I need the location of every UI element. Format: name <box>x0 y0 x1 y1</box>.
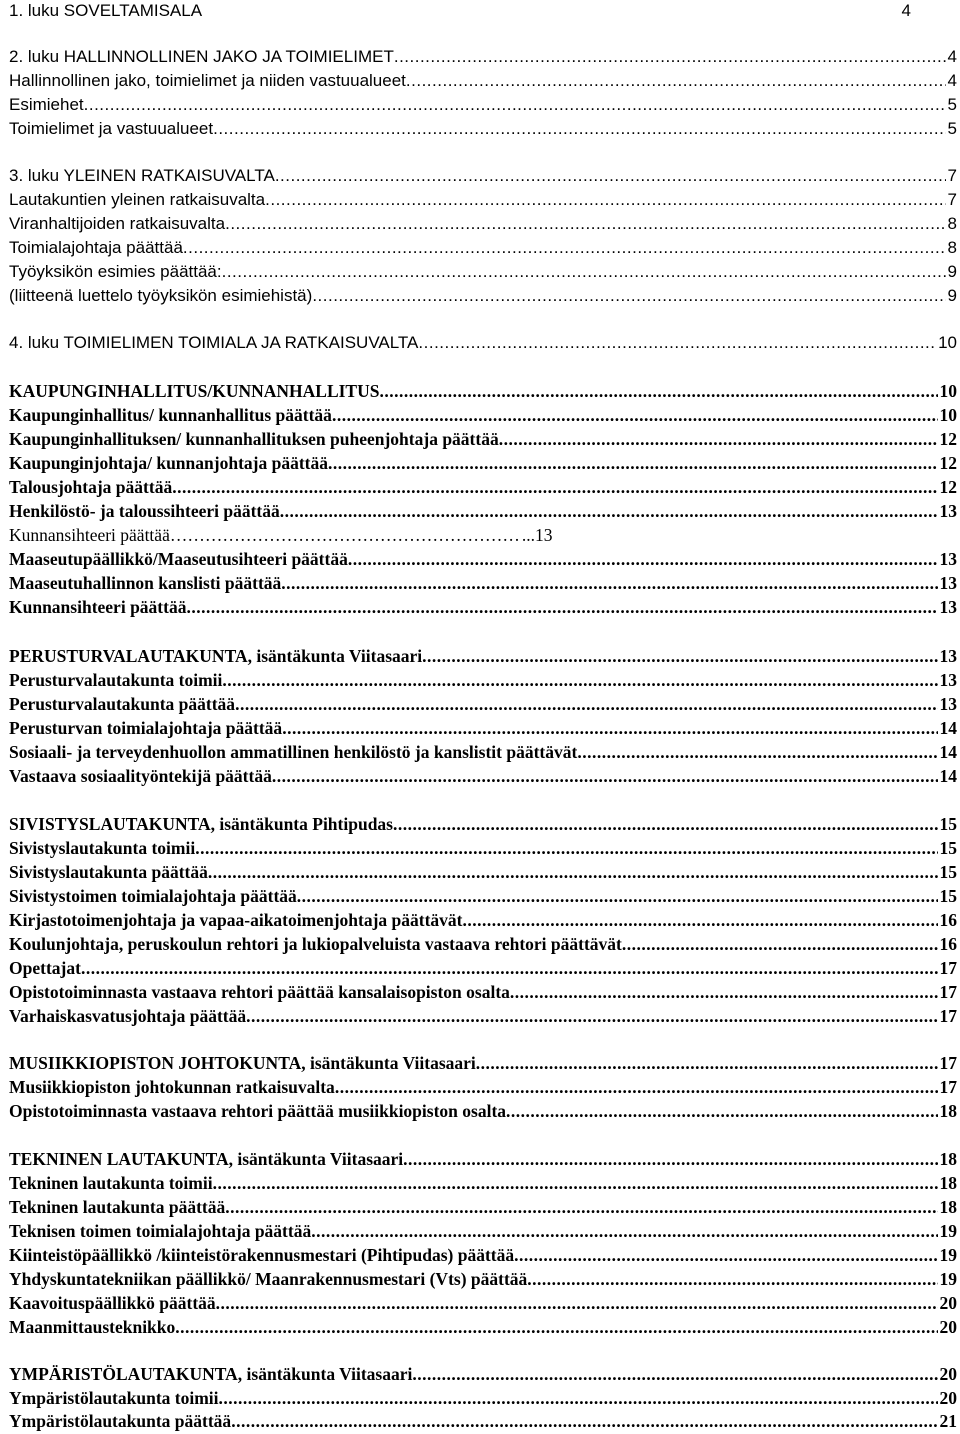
toc-entry[interactable] <box>9 1100 957 1122</box>
toc-entry-page-number: 12 <box>939 453 957 473</box>
toc-entry-title: Opistotoiminnasta vastaava rehtori päättää kansalaisopiston osalta <box>9 982 510 1002</box>
toc-entry-title: Vastaava sosiaalityöntekijä päättää <box>9 766 272 786</box>
toc-entry[interactable] <box>9 981 957 1003</box>
toc-entry[interactable] <box>9 0 957 22</box>
toc-entry[interactable] <box>9 285 957 307</box>
toc-entry-page-number: 8 <box>947 238 957 257</box>
toc-entry-title: Kaupunginjohtaja/ kunnanjohtaja päättää <box>9 453 328 473</box>
toc-entry-page-number: 13 <box>939 646 957 666</box>
toc-dot-leader <box>510 981 938 1003</box>
toc-entry[interactable] <box>9 332 957 354</box>
toc-dot-leader <box>222 669 937 691</box>
toc-entry-title: Yhdyskuntatekniikan päällikkö/ Maanrakennusmestari (Vts) päättää <box>9 1269 528 1289</box>
toc-dot-leader <box>175 1316 937 1338</box>
toc-entry-page-number: 13 <box>939 670 957 690</box>
toc-entry[interactable] <box>9 524 957 546</box>
toc-entry[interactable] <box>9 1316 957 1338</box>
toc-entry-title: Musiikkiopiston johtokunnan ratkaisuvalta <box>9 1077 335 1097</box>
toc-entry-title: Teknisen toimen toimialajohtaja päättää <box>9 1221 312 1241</box>
toc-entry-title: Sosiaali- ja terveydenhuollon ammatillinen henkilöstö ja kanslistit päättävät <box>9 742 578 762</box>
toc-entry-title: Viranhaltijoiden ratkaisuvalta <box>9 214 226 233</box>
toc-entry[interactable] <box>9 1292 957 1314</box>
toc-dot-leader <box>282 717 937 739</box>
toc-entry-page-number: 5 <box>947 119 957 138</box>
toc-dot-leader <box>213 1172 938 1194</box>
toc-entry-page-number: 17 <box>939 982 957 1002</box>
toc-entry-page-number: 5 <box>947 95 957 114</box>
toc-entry[interactable] <box>9 1410 957 1432</box>
toc-entry-title: Henkilöstö- ja taloussihteeri päättää <box>9 501 280 521</box>
toc-entry[interactable] <box>9 1363 957 1385</box>
toc-entry-page-number: 15 <box>939 862 957 882</box>
toc-entry[interactable] <box>9 837 957 859</box>
toc-entry-title: MUSIIKKIOPISTON JOHTOKUNTA, isäntäkunta Viitasaari <box>9 1053 476 1073</box>
toc-entry-page-number: 16 <box>939 934 957 954</box>
toc-entry-page-number: 17 <box>939 958 957 978</box>
toc-entry-title: Koulunjohtaja, peruskoulun rehtori ja lukiopalveluista vastaava rehtori päättävät <box>9 934 622 954</box>
toc-dot-leader <box>348 548 938 570</box>
toc-entry-title: Kaupunginhallituksen/ kunnanhallituksen puheenjohtaja päättää <box>9 429 499 449</box>
toc-entry[interactable] <box>9 1268 957 1290</box>
toc-entry[interactable] <box>9 1220 957 1242</box>
toc-entry-page-number: 10 <box>939 381 957 401</box>
toc-entry[interactable] <box>9 70 957 92</box>
toc-entry-page-number: 16 <box>939 910 957 930</box>
toc-entry-page-number: 20 <box>939 1364 957 1384</box>
toc-entry[interactable] <box>9 1172 957 1194</box>
toc-entry[interactable] <box>9 596 957 618</box>
toc-dot-leader <box>195 837 937 859</box>
toc-entry[interactable] <box>9 813 957 835</box>
toc-entry-title: Kaupunginhallitus/ kunnanhallitus päättää <box>9 405 332 425</box>
toc-dot-leader <box>272 765 938 787</box>
toc-dot-leader <box>476 1052 938 1074</box>
toc-entry-page-number: 18 <box>939 1173 957 1193</box>
toc-entry-page-number: 12 <box>939 477 957 497</box>
toc-dot-leader <box>208 861 938 883</box>
toc-entry[interactable] <box>9 1244 957 1266</box>
toc-entry-title: Opettajat <box>9 958 81 978</box>
toc-entry[interactable] <box>9 428 957 450</box>
toc-entry-title: Talousjohtaja päättää <box>9 477 173 497</box>
toc-dot-leader <box>297 885 938 907</box>
toc-entry-title: Opistotoiminnasta vastaava rehtori päättää musiikkiopiston osalta <box>9 1101 507 1121</box>
toc-entry[interactable] <box>9 213 957 235</box>
toc-dot-leader <box>231 1410 937 1432</box>
toc-dot-leader <box>514 1244 937 1266</box>
toc-dot-leader <box>265 189 945 211</box>
toc-entry[interactable] <box>9 404 957 426</box>
toc-dot-leader <box>216 1292 938 1314</box>
toc-entry[interactable] <box>9 380 957 402</box>
toc-entry-page-number: 17 <box>939 1006 957 1026</box>
toc-entry-page-number: 12 <box>939 429 957 449</box>
toc-entry-title: Kunnansihteeri päättää <box>9 597 187 617</box>
toc-entry-title: Maaseutupäällikkö/Maaseutusihteeri päättää <box>9 549 348 569</box>
toc-entry-page-number: 17 <box>939 1077 957 1097</box>
toc-dot-leader <box>281 572 937 594</box>
toc-entry-title: Ympäristölautakunta päättää <box>9 1411 232 1431</box>
toc-entry[interactable] <box>9 1005 957 1027</box>
toc-entry-title: Kirjastotoimenjohtaja ja vapaa-aikatoimenjohtaja päättävät <box>9 910 463 930</box>
toc-dot-leader <box>280 500 938 522</box>
toc-entry-title: PERUSTURVALAUTAKUNTA, isäntäkunta Viitasaari <box>9 646 423 666</box>
toc-dot-leader <box>311 1220 937 1242</box>
toc-entry-title: Maaseutuhallinnon kanslisti päättää <box>9 573 282 593</box>
toc-dot-leader <box>406 70 946 92</box>
toc-dot-leader <box>499 428 938 450</box>
toc-entry-page-number: 19 <box>939 1245 957 1265</box>
toc-dot-leader <box>328 452 938 474</box>
toc-entry[interactable] <box>9 572 957 594</box>
toc-entry-title: Esimiehet <box>9 95 84 114</box>
toc-dot-leader <box>379 380 937 402</box>
toc-entry-title: 4. luku TOIMIELIMEN TOIMIALA JA RATKAISUVALTA <box>9 333 419 352</box>
toc-entry-page-number: 14 <box>939 718 957 738</box>
toc-entry[interactable] <box>9 717 957 739</box>
toc-entry[interactable] <box>9 237 957 259</box>
toc-entry-title: Kiinteistöpäällikkö /kiinteistörakennusmestari (Pihtipudas) päättää <box>9 1245 515 1265</box>
toc-entry-page-number: 20 <box>939 1293 957 1313</box>
toc-entry-page-number: 13 <box>939 597 957 617</box>
toc-entry-title: 1. luku SOVELTAMISALA <box>9 1 203 20</box>
toc-entry-title: Perusturvalautakunta päättää <box>9 694 236 714</box>
toc-entry-page-number: 14 <box>939 766 957 786</box>
toc-dot-leader <box>183 237 946 259</box>
toc-dot-leader <box>506 1100 937 1122</box>
toc-entry[interactable] <box>9 693 957 715</box>
toc-entry-title: Kunnansihteeri päättää <box>9 525 170 545</box>
toc-dot-leader <box>170 524 520 546</box>
toc-entry-title: Perusturvan toimialajohtaja päättää <box>9 718 283 738</box>
toc-dot-leader <box>246 1005 937 1027</box>
toc-entry-page-number: 13 <box>939 549 957 569</box>
toc-entry-page-number: 8 <box>947 214 957 233</box>
toc-entry-title: KAUPUNGINHALLITUS/KUNNANHALLITUS <box>9 381 380 401</box>
toc-entry-page-number: 17 <box>939 1053 957 1073</box>
toc-dot-leader <box>527 1268 937 1290</box>
toc-entry[interactable] <box>9 1196 957 1218</box>
toc-entry[interactable] <box>9 645 957 667</box>
toc-entry-title: Sivistystoimen toimialajohtaja päättää <box>9 886 297 906</box>
toc-entry-title: Hallinnollinen jako, toimielimet ja niiden vastuualueet <box>9 71 406 90</box>
toc-dot-leader <box>213 118 945 140</box>
toc-entry[interactable] <box>9 118 957 140</box>
toc-entry[interactable] <box>9 452 957 474</box>
toc-entry-title: Toimialajohtaja päättää <box>9 238 183 257</box>
toc-entry-page-number: ...13 <box>521 525 553 545</box>
toc-entry-title: YMPÄRISTÖLAUTAKUNTA, isäntäkunta Viitasaari <box>9 1364 413 1384</box>
toc-entry-page-number: 4 <box>947 47 957 66</box>
toc-entry-title: (liitteenä luettelo työyksikön esimiehistä) <box>9 286 313 305</box>
toc-dot-leader <box>235 693 937 715</box>
toc-entry[interactable] <box>9 94 957 116</box>
toc-dot-leader <box>418 332 936 354</box>
toc-dot-leader <box>312 285 945 307</box>
toc-dot-leader <box>577 741 937 763</box>
toc-entry[interactable] <box>9 261 957 283</box>
toc-entry-page-number: 15 <box>939 838 957 858</box>
toc-entry-page-number: 4 <box>947 71 957 90</box>
toc-entry[interactable] <box>9 1387 957 1409</box>
toc-entry-page-number: 9 <box>947 262 957 281</box>
toc-entry-page-number: 10 <box>939 405 957 425</box>
toc-dot-leader <box>219 1387 938 1409</box>
toc-entry-title: Toimielimet ja vastuualueet <box>9 119 214 138</box>
toc-entry-page-number: 19 <box>939 1221 957 1241</box>
toc-entry[interactable] <box>9 741 957 763</box>
toc-entry-title: Ympäristölautakunta toimii <box>9 1388 219 1408</box>
toc-entry-title: Sivistyslautakunta päättää <box>9 862 208 882</box>
toc-entry[interactable] <box>9 885 957 907</box>
toc-entry-page-number: 20 <box>939 1388 957 1408</box>
toc-entry-title: Maanmittausteknikko <box>9 1317 176 1337</box>
toc-dot-leader <box>84 94 946 116</box>
toc-entry-title: Varhaiskasvatusjohtaja päättää <box>9 1006 247 1026</box>
toc-entry-title: Perusturvalautakunta toimii <box>9 670 223 690</box>
toc-entry-title: Sivistyslautakunta toimii <box>9 838 196 858</box>
toc-entry-page-number: 18 <box>939 1149 957 1169</box>
toc-entry-page-number: 15 <box>939 814 957 834</box>
toc-dot-leader <box>335 1076 938 1098</box>
toc-dot-leader <box>422 645 937 667</box>
toc-entry-page-number: 7 <box>947 190 957 209</box>
toc-entry-page-number: 10 <box>938 333 957 352</box>
toc-entry[interactable] <box>9 500 957 522</box>
toc-dot-leader <box>81 957 938 979</box>
toc-dot-leader <box>172 476 937 498</box>
toc-entry[interactable] <box>9 165 957 187</box>
toc-entry-page-number: 19 <box>939 1269 957 1289</box>
toc-entry[interactable] <box>9 1076 957 1098</box>
toc-entry-title: Työyksikön esimies päättää: <box>9 262 222 281</box>
toc-dot-leader <box>186 596 937 618</box>
toc-entry[interactable] <box>9 909 957 931</box>
toc-dot-leader <box>403 1148 937 1170</box>
toc-entry-title: TEKNINEN LAUTAKUNTA, isäntäkunta Viitasaari <box>9 1149 404 1169</box>
toc-dot-leader <box>393 813 938 835</box>
toc-entry-page-number: 13 <box>939 501 957 521</box>
toc-dot-leader <box>394 46 946 68</box>
toc-entry[interactable] <box>9 476 957 498</box>
toc-dot-leader <box>463 909 938 931</box>
toc-entry-title: SIVISTYSLAUTAKUNTA, isäntäkunta Pihtipudas <box>9 814 393 834</box>
toc-entry[interactable] <box>9 861 957 883</box>
toc-dot-leader <box>225 213 945 235</box>
toc-entry-page-number: 15 <box>939 886 957 906</box>
toc-entry-title: Lautakuntien yleinen ratkaisuvalta <box>9 190 266 209</box>
toc-entry-title: 3. luku YLEINEN RATKAISUVALTA <box>9 166 275 185</box>
toc-entry-page-number: 21 <box>939 1411 957 1431</box>
toc-entry[interactable] <box>9 548 957 570</box>
toc-entry[interactable] <box>9 933 957 955</box>
toc-entry-page-number: 9 <box>947 286 957 305</box>
toc-entry-title: Kaavoituspäällikkö päättää <box>9 1293 216 1313</box>
toc-dot-leader <box>622 933 938 955</box>
toc-dot-leader <box>332 404 938 426</box>
toc-entry[interactable] <box>9 1052 957 1074</box>
toc-entry-page-number: 18 <box>939 1101 957 1121</box>
toc-entry[interactable] <box>9 189 957 211</box>
toc-entry[interactable] <box>9 765 957 787</box>
toc-entry-page-number: 4 <box>901 1 911 20</box>
toc-dot-leader <box>275 165 946 187</box>
toc-dot-leader <box>225 1196 937 1218</box>
toc-entry-title: 2. luku HALLINNOLLINEN JAKO JA TOIMIELIMET <box>9 47 394 66</box>
toc-entry-page-number: 14 <box>939 742 957 762</box>
toc-entry[interactable] <box>9 669 957 691</box>
toc-entry-page-number: 7 <box>947 166 957 185</box>
toc-entry-page-number: 18 <box>939 1197 957 1217</box>
toc-dot-leader <box>222 261 946 283</box>
toc-entry[interactable] <box>9 957 957 979</box>
toc-dot-leader <box>412 1363 937 1385</box>
toc-entry[interactable] <box>9 46 957 68</box>
toc-entry-page-number: 13 <box>939 573 957 593</box>
toc-entry-page-number: 20 <box>939 1317 957 1337</box>
toc-entry[interactable] <box>9 1148 957 1170</box>
toc-entry-title: Tekninen lautakunta päättää <box>9 1197 226 1217</box>
toc-entry-title: Tekninen lautakunta toimii <box>9 1173 213 1193</box>
toc-entry-page-number: 13 <box>939 694 957 714</box>
